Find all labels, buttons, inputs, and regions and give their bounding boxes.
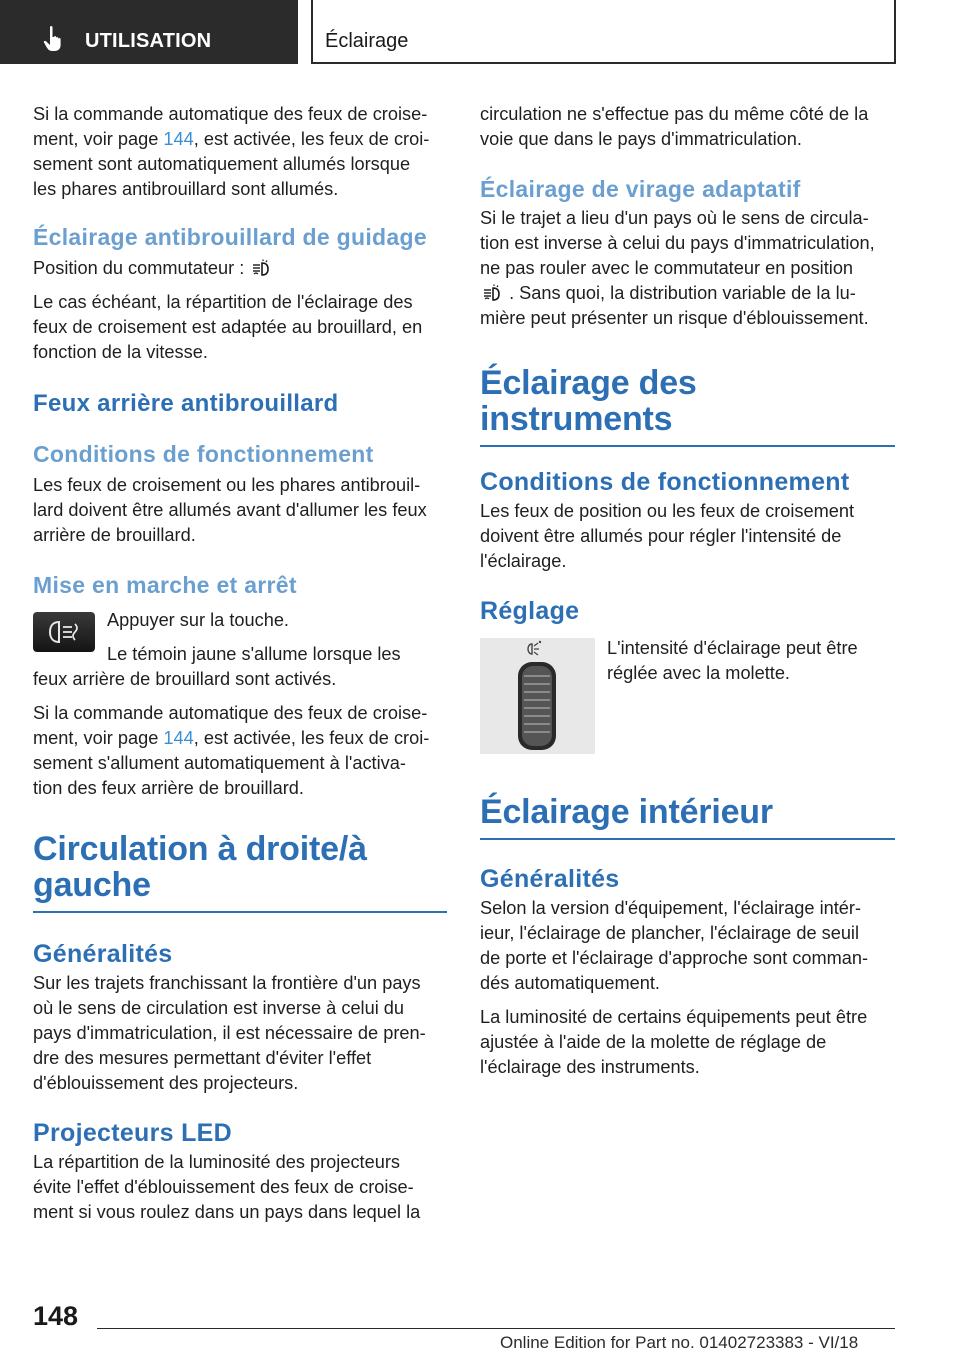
paragraph: Si la commande automatique des feux de croise- ment, voir page 144, est activée, les feux de croi- sement sont automatiquement allumés lorsque les phares antibrouillard sont allumés.: [33, 104, 430, 199]
paragraph: Si le trajet a lieu d'un pays où le sens de circula- tion est inverse à celui du pays d'immatriculation, ne pas rouler avec le commutateur en position . Sans quoi, la distribution variable de la lu- mière peut présenter un risque d'éblouissement.: [480, 208, 875, 328]
fog-light-switch-icon: [482, 284, 502, 302]
paragraph: Sur les trajets franchissant la frontière d'un pays où le sens de circulation est inverse à celui du pays d'immatriculation, il est nécessaire de pren- dre des mesures permettant d'éviter l'effet d'éblouissement des projecteurs.: [33, 973, 426, 1093]
page-link[interactable]: 144: [163, 129, 194, 149]
paragraph: Selon la version d'équipement, l'éclairage intér- ieur, l'éclairage de plancher, l'éclairage de seuil de porte et l'éclairage d'approche sont comman- dés automatiquement.: [480, 898, 869, 993]
paragraph: Les feux de croisement ou les phares antibrouil- lard doivent être allumés avant d'allumer les feux arrière de brouillard.: [33, 475, 427, 545]
heading-reglage: Réglage: [480, 597, 580, 625]
dimmer-block: [480, 636, 895, 686]
heading-circulation: Circulation à droite/à gauche: [33, 831, 447, 913]
paragraph: L'intensité d'éclairage peut être réglée avec la molette.: [607, 638, 858, 683]
heading-generalites: Généralités: [33, 940, 173, 968]
footer-edition-text: Online Edition for Part no. 01402723383 - VI/18: [500, 1333, 859, 1352]
paragraph: La répartition de la luminosité des projecteurs évite l'effet d'éblouissement des feux de croise- ment si vous roulez dans un pays dans lequel la: [33, 1152, 421, 1222]
paragraph: Position du commutateur :: [33, 256, 447, 281]
footer-divider: [97, 1328, 895, 1329]
header-chapter-title: Éclairage: [325, 30, 409, 52]
paragraph: Appuyer sur la touche.: [107, 610, 289, 630]
heading-marche-arret: Mise en marche et arrêt: [33, 572, 297, 598]
left-column: [33, 102, 447, 1225]
page-number: 148: [33, 1301, 79, 1331]
heading-conditions: Conditions de fonctionnement: [480, 468, 850, 496]
heading-guidage: Éclairage antibrouillard de guidage: [33, 224, 427, 250]
fog-light-switch-icon: [251, 259, 271, 277]
hand-pointer-icon: [42, 25, 66, 53]
heading-eclairage-interieur: Éclairage intérieur: [480, 794, 895, 840]
paragraph: Le témoin jaune s'allume lorsque les feux arrière de brouillard sont activés.: [33, 644, 401, 689]
heading-virage-adaptatif: Éclairage de virage adaptatif: [480, 176, 801, 202]
heading-conditions: Conditions de fonctionnement: [33, 441, 374, 467]
paragraph: Si la commande automatique des feux de croise- ment, voir page 144, est activée, les feux de croi- sement s'allument automatiquement à l'activa- tion des feux arrière de brouillard.: [33, 703, 430, 798]
right-column: [480, 102, 895, 1080]
paragraph: Les feux de position ou les feux de croisement doivent être allumés pour régler l'intensité de l'éclairage.: [480, 501, 855, 571]
paragraph: La luminosité de certains équipements peut être ajustée à l'aide de la molette de réglage de l'éclairage des instruments.: [480, 1007, 868, 1077]
rear-fog-light-icon: [47, 618, 83, 646]
rear-fog-button-block: [33, 608, 447, 692]
paragraph: circulation ne s'effectue pas du même côté de la voie que dans le pays d'immatriculation.: [480, 104, 869, 149]
heading-eclairage-instruments: Éclairage des instruments: [480, 365, 895, 447]
dimmer-wheel-image: [480, 638, 595, 754]
dimmer-wheel-icon: [480, 638, 595, 754]
rear-fog-light-button-image: [33, 612, 95, 652]
heading-generalites: Généralités: [480, 865, 620, 893]
page-link[interactable]: 144: [163, 728, 194, 748]
header-section-label: UTILISATION: [85, 30, 212, 52]
heading-projecteurs-led: Projecteurs LED: [33, 1119, 233, 1147]
heading-feux-arriere: Feux arrière antibrouillard: [33, 390, 339, 417]
paragraph: Le cas échéant, la répartition de l'éclairage des feux de croisement est adaptée au brouillard, en fonction de la vitesse.: [33, 292, 423, 362]
